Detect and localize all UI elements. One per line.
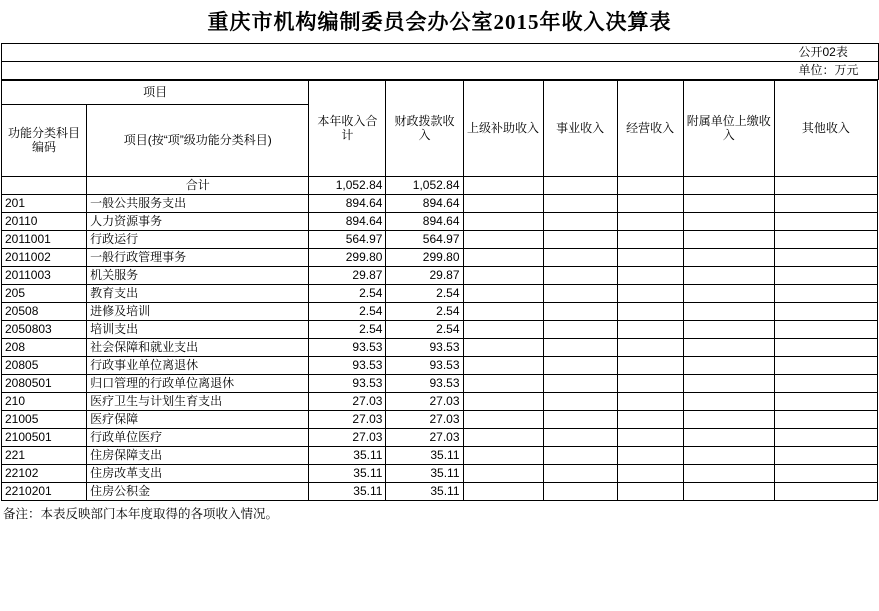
cell-career-income xyxy=(543,429,617,447)
cell-fiscal-appropriation: 894.64 xyxy=(386,213,463,231)
cell-career-income xyxy=(543,231,617,249)
cell-item-name: 归口管理的行政单位离退休 xyxy=(87,375,309,393)
table-row xyxy=(2,483,878,501)
cell-other-income xyxy=(774,321,877,339)
cell-business-income xyxy=(617,429,683,447)
header-career-income: 事业收入 xyxy=(543,81,617,177)
cell-total-income: 93.53 xyxy=(309,375,386,393)
cell-subordinate-payment xyxy=(683,339,774,357)
cell-total-income: 299.80 xyxy=(309,249,386,267)
cell-career-income xyxy=(543,303,617,321)
cell-item-name: 培训支出 xyxy=(87,321,309,339)
table-row xyxy=(2,285,878,303)
cell-fiscal-appropriation: 564.97 xyxy=(386,231,463,249)
cell-total-income: 2.54 xyxy=(309,303,386,321)
cell-item-name: 机关服务 xyxy=(87,267,309,285)
cell-function-code: 21005 xyxy=(2,411,87,429)
cell-function-code: 210 xyxy=(2,393,87,411)
header-other-income: 其他收入 xyxy=(774,81,877,177)
cell-total-income: 2.54 xyxy=(309,321,386,339)
cell-career-income xyxy=(543,249,617,267)
page-title: 重庆市机构编制委员会办公室2015年收入决算表 xyxy=(207,10,672,34)
cell-other-income xyxy=(774,429,877,447)
header-superior-subsidy: 上级补助收入 xyxy=(463,81,543,177)
table-row xyxy=(2,339,878,357)
table-row xyxy=(2,447,878,465)
cell-career-income xyxy=(543,285,617,303)
cell-superior-subsidy xyxy=(463,303,543,321)
cell-career-income xyxy=(543,447,617,465)
cell-career-income xyxy=(543,411,617,429)
cell-subordinate-payment xyxy=(683,303,774,321)
cell-fiscal-appropriation: 299.80 xyxy=(386,249,463,267)
cell-subordinate-payment xyxy=(683,231,774,249)
cell-business-income xyxy=(617,213,683,231)
cell-superior-subsidy xyxy=(463,375,543,393)
header-function-code: 功能分类科目编码 xyxy=(2,105,87,177)
cell-other-income xyxy=(774,267,877,285)
cell-item-name: 行政单位医疗 xyxy=(87,429,309,447)
cell-fiscal-appropriation: 35.11 xyxy=(386,483,463,501)
cell-item-name: 一般公共服务支出 xyxy=(87,195,309,213)
cell-function-code: 22102 xyxy=(2,465,87,483)
cell-other-income xyxy=(774,447,877,465)
table-row xyxy=(2,213,878,231)
cell-other-income xyxy=(774,285,877,303)
cell-fiscal-appropriation: 93.53 xyxy=(386,339,463,357)
cell-function-code: 221 xyxy=(2,447,87,465)
cell-other-income xyxy=(774,339,877,357)
cell-fiscal-appropriation: 27.03 xyxy=(386,429,463,447)
header-item-name: 项目(按“项”级功能分类科目) xyxy=(87,105,309,177)
cell-total-income: 35.11 xyxy=(309,483,386,501)
cell-business-income xyxy=(617,267,683,285)
cell-item-name: 医疗卫生与计划生育支出 xyxy=(87,393,309,411)
cell-business-income xyxy=(617,249,683,267)
table-row xyxy=(2,465,878,483)
meta-row-form-no xyxy=(2,44,879,62)
cell-item-name: 社会保障和就业支出 xyxy=(87,339,309,357)
cell-business-income xyxy=(617,339,683,357)
table-row xyxy=(2,411,878,429)
cell-total-income: 29.87 xyxy=(309,267,386,285)
meta-table xyxy=(1,43,879,80)
cell-subordinate-payment xyxy=(683,267,774,285)
cell-function-code: 208 xyxy=(2,339,87,357)
cell-total-income: 2.54 xyxy=(309,285,386,303)
cell-total-income: 93.53 xyxy=(309,339,386,357)
cell-superior-subsidy xyxy=(463,429,543,447)
cell-total-income: 35.11 xyxy=(309,447,386,465)
cell-item-name: 行政事业单位离退休 xyxy=(87,357,309,375)
cell-other-income xyxy=(774,483,877,501)
cell-fiscal-appropriation: 27.03 xyxy=(386,393,463,411)
unit-label: 单位：万元 xyxy=(797,62,879,80)
cell-career-income xyxy=(543,393,617,411)
cell-superior-subsidy xyxy=(463,465,543,483)
cell-function-code: 20110 xyxy=(2,213,87,231)
table-row xyxy=(2,357,878,375)
cell-fiscal-appropriation: 35.11 xyxy=(386,447,463,465)
cell-superior-subsidy xyxy=(463,195,543,213)
cell-total-income: 894.64 xyxy=(309,195,386,213)
cell-function-code: 2011001 xyxy=(2,231,87,249)
cell-other-income xyxy=(774,465,877,483)
cell-business-income xyxy=(617,465,683,483)
cell-subordinate-payment xyxy=(683,195,774,213)
cell-subordinate-payment xyxy=(683,429,774,447)
header-business-income: 经营收入 xyxy=(617,81,683,177)
cell-function-code: 20805 xyxy=(2,357,87,375)
cell-superior-subsidy xyxy=(463,249,543,267)
cell-superior-subsidy xyxy=(463,447,543,465)
cell-business-income xyxy=(617,375,683,393)
table-row xyxy=(2,267,878,285)
table-row xyxy=(2,303,878,321)
cell-business-income xyxy=(617,321,683,339)
table-row xyxy=(2,195,878,213)
cell-subordinate-payment xyxy=(683,357,774,375)
cell-total-income: 27.03 xyxy=(309,411,386,429)
cell-item-name: 人力资源事务 xyxy=(87,213,309,231)
cell-function-code: 2210201 xyxy=(2,483,87,501)
cell-total-income: 564.97 xyxy=(309,231,386,249)
cell-subordinate-payment xyxy=(683,375,774,393)
cell-business-income xyxy=(617,447,683,465)
table-body xyxy=(2,177,878,501)
meta-row-unit xyxy=(2,62,879,80)
income-table xyxy=(1,80,878,501)
cell-business-income xyxy=(617,231,683,249)
cell-fiscal-appropriation: 29.87 xyxy=(386,267,463,285)
cell-other-income xyxy=(774,375,877,393)
cell-subordinate-payment xyxy=(683,213,774,231)
cell-fiscal-appropriation: 1,052.84 xyxy=(386,177,463,195)
table-header-group-row xyxy=(2,81,878,105)
cell-item-name: 合计 xyxy=(87,177,309,195)
cell-other-income xyxy=(774,393,877,411)
cell-other-income xyxy=(774,177,877,195)
meta-spacer-2 xyxy=(2,62,797,80)
cell-subordinate-payment xyxy=(683,393,774,411)
cell-subordinate-payment xyxy=(683,285,774,303)
cell-total-income: 27.03 xyxy=(309,393,386,411)
cell-total-income: 35.11 xyxy=(309,465,386,483)
cell-fiscal-appropriation: 2.54 xyxy=(386,285,463,303)
cell-fiscal-appropriation: 894.64 xyxy=(386,195,463,213)
cell-item-name: 住房保障支出 xyxy=(87,447,309,465)
header-total-income: 本年收入合计 xyxy=(309,81,386,177)
cell-career-income xyxy=(543,375,617,393)
cell-function-code: 2100501 xyxy=(2,429,87,447)
cell-superior-subsidy xyxy=(463,213,543,231)
header-group-item: 项目 xyxy=(2,81,309,105)
cell-item-name: 行政运行 xyxy=(87,231,309,249)
cell-total-income: 93.53 xyxy=(309,357,386,375)
cell-subordinate-payment xyxy=(683,177,774,195)
cell-career-income xyxy=(543,483,617,501)
cell-superior-subsidy xyxy=(463,339,543,357)
cell-superior-subsidy xyxy=(463,483,543,501)
cell-item-name: 医疗保障 xyxy=(87,411,309,429)
cell-item-name: 住房公积金 xyxy=(87,483,309,501)
cell-fiscal-appropriation: 27.03 xyxy=(386,411,463,429)
cell-fiscal-appropriation: 93.53 xyxy=(386,357,463,375)
cell-business-income xyxy=(617,195,683,213)
cell-function-code: 2011003 xyxy=(2,267,87,285)
cell-superior-subsidy xyxy=(463,285,543,303)
header-subordinate-payment: 附属单位上缴收入 xyxy=(683,81,774,177)
cell-superior-subsidy xyxy=(463,177,543,195)
cell-other-income xyxy=(774,195,877,213)
cell-superior-subsidy xyxy=(463,267,543,285)
cell-career-income xyxy=(543,339,617,357)
table-row xyxy=(2,375,878,393)
cell-career-income xyxy=(543,267,617,285)
cell-function-code: 2050803 xyxy=(2,321,87,339)
cell-business-income xyxy=(617,303,683,321)
cell-function-code: 2011002 xyxy=(2,249,87,267)
cell-superior-subsidy xyxy=(463,357,543,375)
cell-business-income xyxy=(617,285,683,303)
cell-total-income: 894.64 xyxy=(309,213,386,231)
cell-subordinate-payment xyxy=(683,483,774,501)
cell-career-income xyxy=(543,357,617,375)
cell-function-code: 2080501 xyxy=(2,375,87,393)
cell-superior-subsidy xyxy=(463,393,543,411)
cell-other-income xyxy=(774,357,877,375)
cell-other-income xyxy=(774,249,877,267)
cell-function-code: 205 xyxy=(2,285,87,303)
table-row xyxy=(2,429,878,447)
cell-subordinate-payment xyxy=(683,249,774,267)
cell-other-income xyxy=(774,213,877,231)
cell-item-name: 进修及培训 xyxy=(87,303,309,321)
cell-career-income xyxy=(543,213,617,231)
cell-subordinate-payment xyxy=(683,465,774,483)
cell-subordinate-payment xyxy=(683,321,774,339)
cell-business-income xyxy=(617,483,683,501)
cell-superior-subsidy xyxy=(463,231,543,249)
cell-superior-subsidy xyxy=(463,321,543,339)
cell-item-name: 住房改革支出 xyxy=(87,465,309,483)
header-fiscal-appropriation: 财政拨款收入 xyxy=(386,81,463,177)
cell-business-income xyxy=(617,393,683,411)
cell-career-income xyxy=(543,195,617,213)
footnote: 备注：本表反映部门本年度取得的各项收入情况。 xyxy=(3,507,279,522)
cell-other-income xyxy=(774,303,877,321)
cell-business-income xyxy=(617,357,683,375)
table-row xyxy=(2,177,878,195)
cell-business-income xyxy=(617,177,683,195)
table-row xyxy=(2,321,878,339)
cell-fiscal-appropriation: 2.54 xyxy=(386,321,463,339)
cell-other-income xyxy=(774,231,877,249)
cell-career-income xyxy=(543,321,617,339)
table-row xyxy=(2,393,878,411)
cell-total-income: 1,052.84 xyxy=(309,177,386,195)
cell-fiscal-appropriation: 2.54 xyxy=(386,303,463,321)
cell-subordinate-payment xyxy=(683,411,774,429)
cell-career-income xyxy=(543,465,617,483)
cell-total-income: 27.03 xyxy=(309,429,386,447)
cell-item-name: 教育支出 xyxy=(87,285,309,303)
cell-function-code xyxy=(2,177,87,195)
table-row xyxy=(2,249,878,267)
cell-function-code: 20508 xyxy=(2,303,87,321)
cell-other-income xyxy=(774,411,877,429)
meta-spacer-1 xyxy=(2,44,797,62)
cell-subordinate-payment xyxy=(683,447,774,465)
cell-superior-subsidy xyxy=(463,411,543,429)
cell-item-name: 一般行政管理事务 xyxy=(87,249,309,267)
cell-fiscal-appropriation: 93.53 xyxy=(386,375,463,393)
cell-business-income xyxy=(617,411,683,429)
form-number: 公开02表 xyxy=(797,44,879,62)
cell-fiscal-appropriation: 35.11 xyxy=(386,465,463,483)
cell-function-code: 201 xyxy=(2,195,87,213)
cell-career-income xyxy=(543,177,617,195)
table-row xyxy=(2,231,878,249)
